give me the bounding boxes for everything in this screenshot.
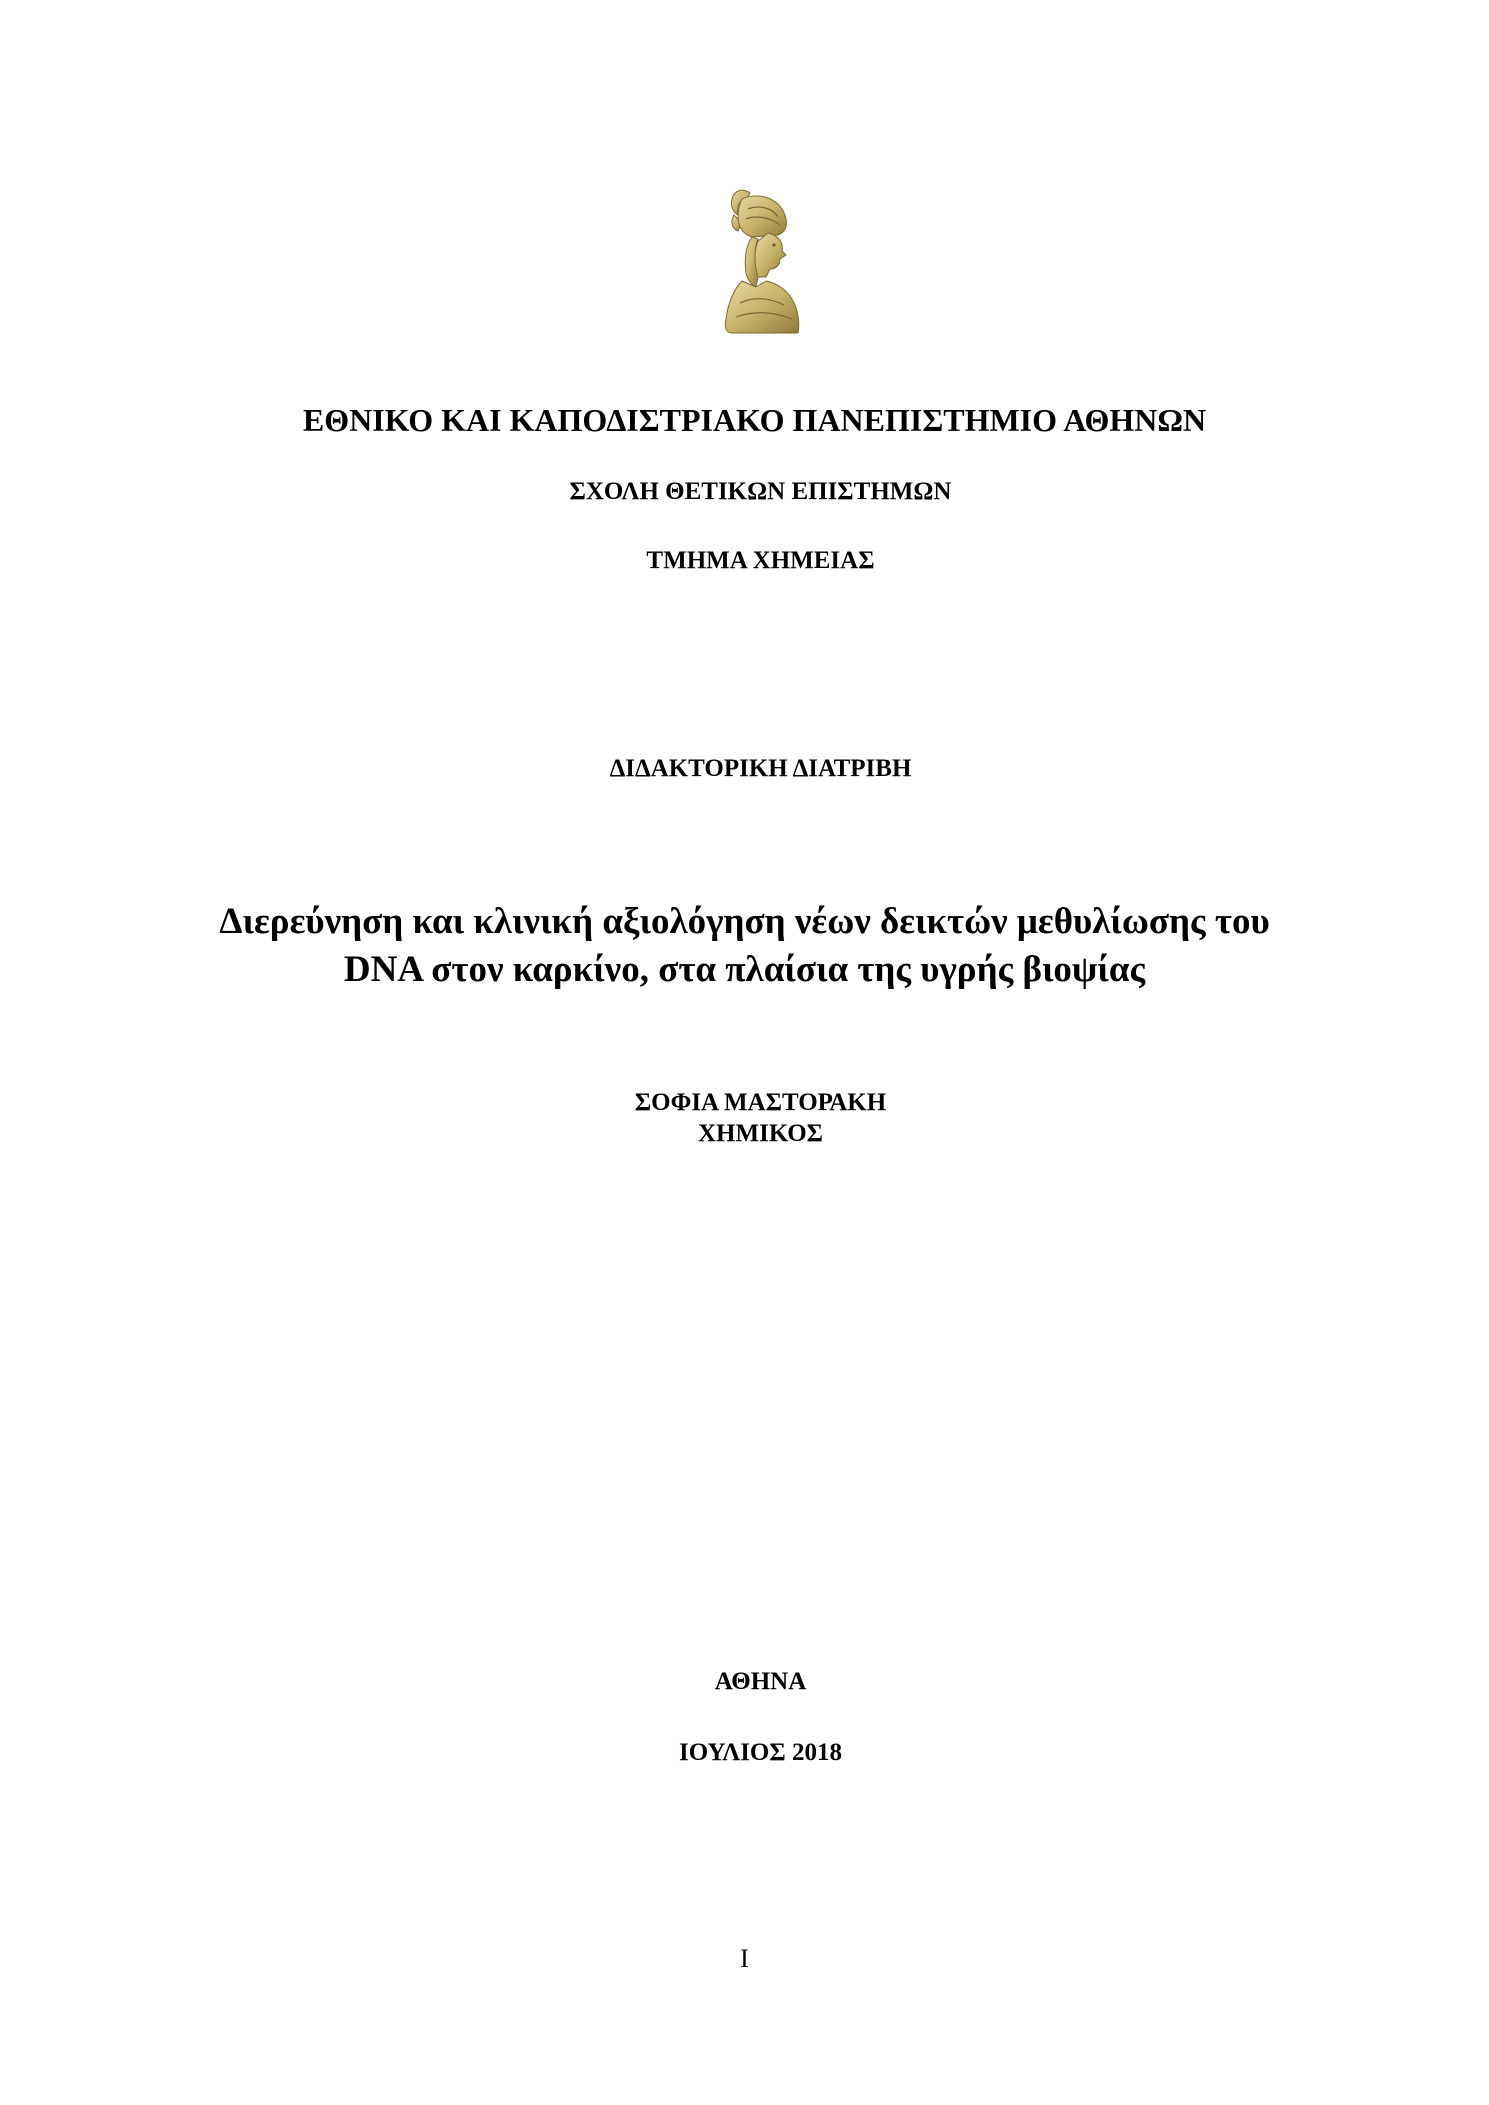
university-name: ΕΘΝΙΚΟ ΚΑΙ ΚΑΠΟΔΙΣΤΡΙΑΚΟ ΠΑΝΕΠΙΣΤΗΜΙΟ ΑΘΗΝΩΝ xyxy=(302,402,1207,438)
document-type: ΔΙΔΑΚΤΟΡΙΚΗ ΔΙΑΤΡΙΒΗ xyxy=(609,755,912,782)
author-profession: ΧΗΜΙΚΟΣ xyxy=(698,1120,823,1147)
athena-head-emblem-icon xyxy=(712,185,808,335)
author-name: ΣΟΦΙΑ ΜΑΣΤΟΡΑΚΗ xyxy=(634,1089,887,1116)
thesis-title-line-1: Διερεύνηση και κλινική αξιολόγηση νέων δεικτών μεθυλίωσης του xyxy=(219,901,1270,942)
school-name: ΣΧΟΛΗ ΘΕΤΙΚΩΝ ΕΠΙΣΤΗΜΩΝ xyxy=(569,478,952,505)
date: ΙΟΥΛΙΟΣ 2018 xyxy=(679,1739,842,1766)
page-number: I xyxy=(740,1944,749,1973)
city: ΑΘΗΝΑ xyxy=(714,1668,807,1695)
thesis-title xyxy=(0,898,1489,994)
thesis-title-line-2: DNA στον καρκίνο, στα πλαίσια της υγρής βιοψίας xyxy=(343,949,1146,990)
department-name: ΤΜΗΜΑ ΧΗΜΕΙΑΣ xyxy=(646,547,875,574)
